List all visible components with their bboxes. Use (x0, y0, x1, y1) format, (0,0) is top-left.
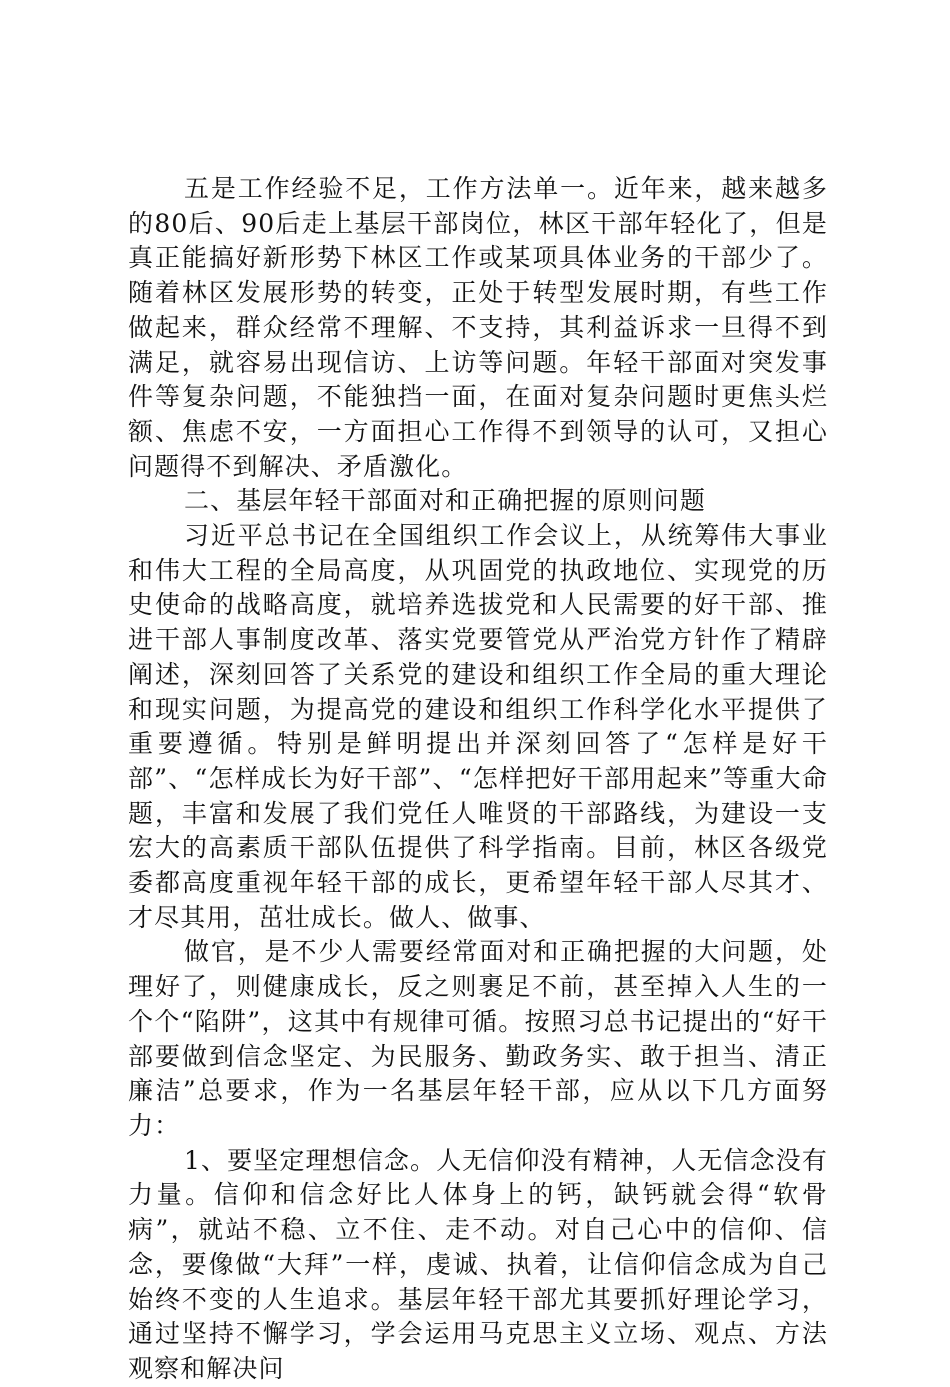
paragraph-work-experience: 五是工作经验不足，工作方法单一。近年来，越来越多的80后、90后走上基层干部岗位，林区干部年轻化了，但是真正能搞好新形势下林区工作或某项具体业务的干部少了。随着林区发展形势的转变，正处于转型发展时期，有些工作做起来，群众经常不理解、不支持，其利益诉求一旦得不到满足，就容易出现信访、上访等问题。年轻干部面对突发事件等复杂问题，不能独挡一面，在面对复杂问题时更焦头烂额、焦虑不安，一方面担心工作得不到领导的认可，又担心问题得不到解决、矛盾激化。 (128, 174, 828, 481)
paragraph-good-cadre-requirements: 做官，是不少人需要经常面对和正确把握的大问题，处理好了，则健康成长，反之则裹足不前，甚至掉入人生的一个个“陷阱”，这其中有规律可循。按照习总书记提出的“好干部要做到信念坚定、为民服务、勤政务实、敢于担当、清正廉洁”总要求，作为一名基层年轻干部，应从以下几方面努力： (128, 937, 828, 1140)
section-heading-principles: 二、基层年轻干部面对和正确把握的原则问题 (184, 486, 707, 516)
paragraph-organization-conference: 习近平总书记在全国组织工作会议上，从统筹伟大事业和伟大工程的全局高度，从巩固党的执政地位、实现党的历史使命的战略高度，就培养选拔党和人民需要的好干部、推进干部人事制度改革、落实党要管党从严治党方针作了精辟阐述，深刻回答了关系党的建设和组织工作全局的重大理论和现实问题，为提高党的建设和组织工作科学化水平提供了重要遵循。特别是鲜明提出并深刻回答了“怎样是好干部”、“怎样成长为好干部”、“怎样把好干部用起来”等重大命题，丰富和发展了我们党任人唯贤的干部路线，为建设一支宏大的高素质干部队伍提供了科学指南。目前，林区各级党委都高度重视年轻干部的成长，更希望年轻干部人尽其才、才尽其用，茁壮成长。做人、做事、 (128, 521, 828, 932)
paragraph-firm-ideals: 1、要坚定理想信念。人无信仰没有精神，人无信念没有力量。信仰和信念好比人体身上的钙，缺钙就会得“软骨病”，就站不稳、立不住、走不动。对自己心中的信仰、信念，要像做“大拜”一样，虔诚、执着，让信仰信念成为自己始终不变的人生追求。基层年轻干部尤其要抓好理论学习，通过坚持不懈学习，学会运用马克思主义立场、观点、方法观察和解决问 (128, 1145, 828, 1383)
document-body (128, 172, 828, 1387)
